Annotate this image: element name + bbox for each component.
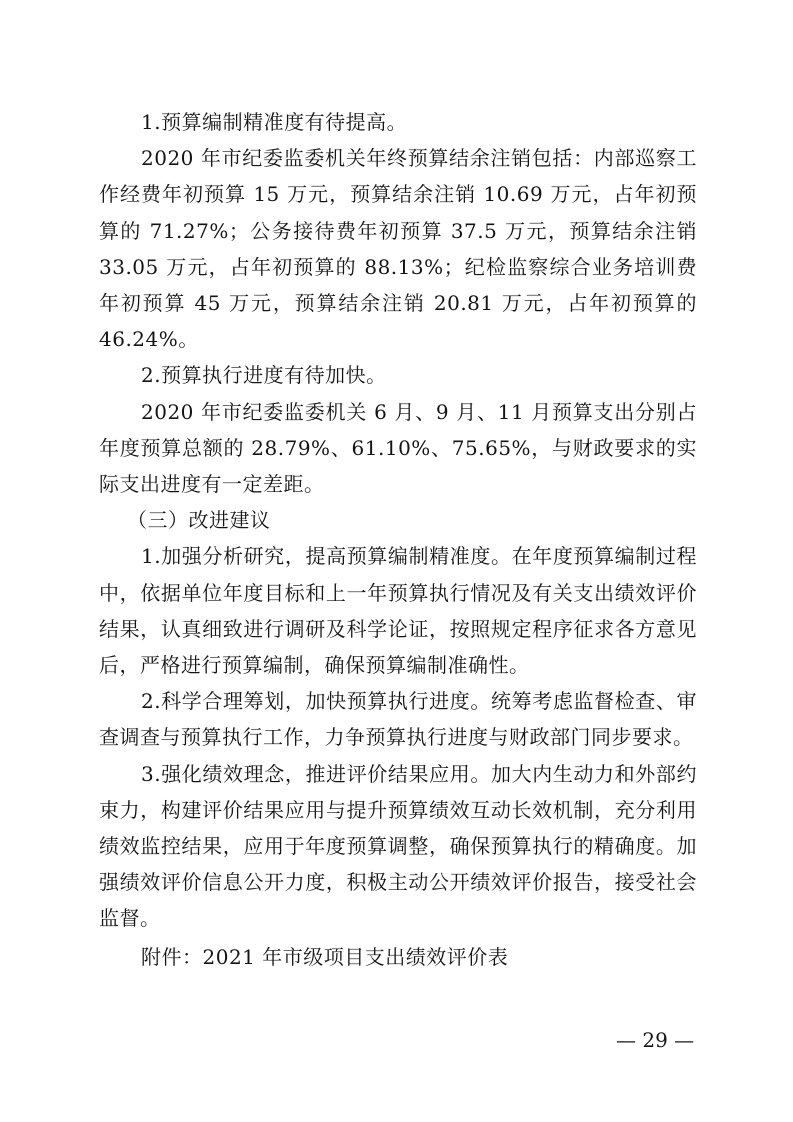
subheading-budget-accuracy: 1.预算编制精准度有待提高。 (141, 110, 408, 134)
attachment-line: 附件：2021 年市级项目支出绩效评价表 (141, 944, 509, 969)
subheading-execution-progress: 2.预算执行进度有待加快。 (141, 363, 387, 388)
paragraph-suggestion-2: 2.科学合理筹划，加快预算执行进度。统筹考虑监督检查、审查调查与预算执行工作，力争预算执行进度与财政部门同步要求。 (99, 689, 697, 750)
paragraph-suggestion-1: 1.加强分析研究，提高预算编制精准度。在年度预算编制过程中，依据单位年度目标和上一年预算执行情况及有关支出绩效评价结果，认真细致进行调研及科学论证，按照规定程序征求各方意见后，严格进行预算编制，确保预算编制准确性。 (99, 544, 697, 678)
body-text (99, 104, 697, 975)
paragraph-budget-surplus: 2020 年市纪委监委机关年终预算结余注销包括：内部巡察工作经费年初预算 15 万元，预算结余注销 10.69 万元，占年初预算的 71.27%；公务接待费年初预算 37.5 万元，预算结余注销 33.05 万元，占年初预算的 88.13%；纪检监察综合业务培训费年初预算 45 万元，预算结余注销 20.81 万元，占年初预算的 46.24%。 (99, 146, 697, 352)
page-number: — 29 — (616, 1028, 695, 1052)
paragraph-suggestion-3: 3.强化绩效理念，推进评价结果应用。加大内生动力和外部约束力，构建评价结果应用与提升预算绩效互动长效机制，充分利用绩效监控结果，应用于年度预算调整，确保预算执行的精确度。加强绩效评价信息公开力度，积极主动公开绩效评价报告，接受社会监督。 (99, 761, 697, 931)
section-heading-improvement: （三）改进建议 (127, 508, 271, 533)
paragraph-execution-progress: 2020 年市纪委监委机关 6 月、9 月、11 月预算支出分别占年度预算总额的 28.79%、61.10%、75.65%，与财政要求的实际支出进度有一定差距。 (99, 399, 697, 497)
